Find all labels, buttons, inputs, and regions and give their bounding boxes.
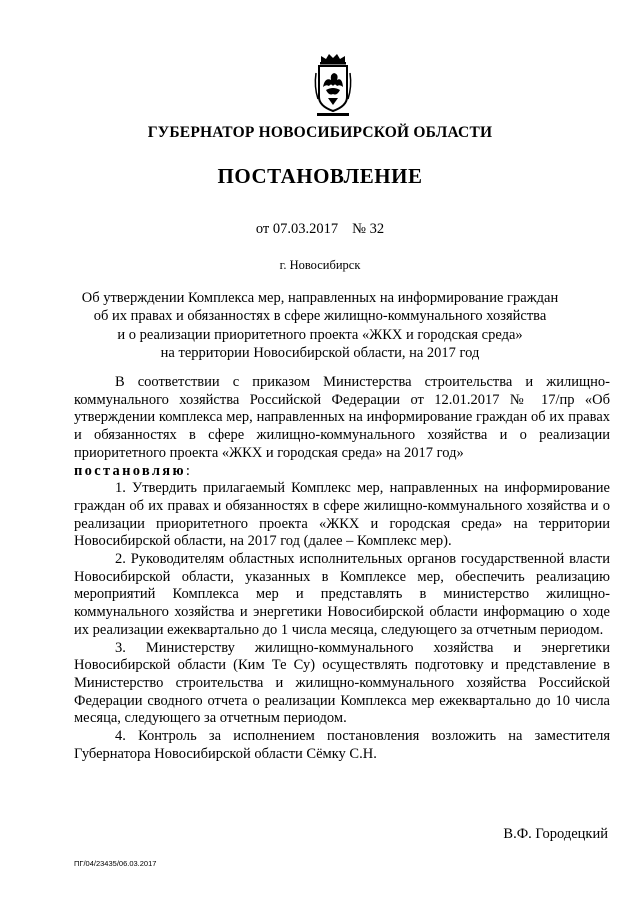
resolve-line — [74, 463, 610, 481]
document-date-number — [0, 221, 640, 238]
title-line: об их правах и обязанностях в сфере жилищно-коммунального хозяйства — [93, 308, 547, 325]
resolution-item: 4. Контроль за исполнением постановления возложить на заместителя Губернатора Новосибирской области Сёмку С.Н. — [74, 728, 610, 762]
resolution-item: 3. Министерству жилищно-коммунального хозяйства и энергетики Новосибирской области (Ким Те Су) осуществлять подготовку и представление в Министерство строительства и жилищно-коммунального хозяйства Российской Федерации сводного отчета о реализации Комплекса мер ежеквартально до 10 числа месяца, следующего за отчетным периодом. — [74, 639, 610, 727]
preamble-paragraph: В соответствии с приказом Министерства строительства и жилищно-коммунального хозяйства Российской Федерации от 12.01.2017 № 17/пр «Об утверждении комплекса мер, направленных на информирование граждан об их правах и обязанностях в сфере жилищно-коммунального хозяйства и о реализации приоритетного проекта «ЖКХ и городская среда» на 2017 год» — [74, 374, 610, 461]
document-type: ПОСТАНОВЛЕНИЕ — [217, 164, 423, 188]
coat-of-arms-icon — [313, 53, 353, 117]
signature: В.Ф. Городецкий — [503, 826, 608, 842]
title-line: и о реализации приоритетного проекта «ЖКХ и городская среда» — [117, 326, 523, 343]
document-body — [74, 374, 610, 763]
document-title — [0, 289, 640, 362]
title-line: Об утверждении Комплекса мер, направленных на информирование граждан — [81, 290, 559, 306]
footer-registration-code: ПГ/04/23435/06.03.2017 — [74, 859, 157, 868]
resolve-word: постановляю — [74, 462, 186, 479]
document-number: № 32 — [352, 221, 385, 237]
resolution-item: 2. Руководителям областных исполнительных органов государственной власти Новосибирской области, указанных в Комплексе мер, обеспечить реализацию мероприятий Комплекса мер и представлять в министерство жилищно-коммунального хозяйства и энергетики Новосибирской области информацию о ходе их реализации ежеквартально до 1 числа месяца, следующего за отчетным периодом. — [74, 551, 610, 638]
resolution-item: 1. Утвердить прилагаемый Комплекс мер, направленных на информирование граждан об их правах и обязанностях в сфере жилищно-коммунального хозяйства и о реализации приоритетного проекта «ЖКХ и городская среда» на территории Новосибирской области, на 2017 год (далее – Комплекс мер). — [74, 480, 610, 550]
issue-city: г. Новосибирск — [279, 258, 361, 272]
title-line: на территории Новосибирской области, на 2017 год — [160, 344, 480, 361]
issuing-authority: ГУБЕРНАТОР НОВОСИБИРСКОЙ ОБЛАСТИ — [147, 124, 493, 141]
document-date: от 07.03.2017 — [255, 221, 339, 237]
resolve-colon: : — [185, 462, 190, 479]
